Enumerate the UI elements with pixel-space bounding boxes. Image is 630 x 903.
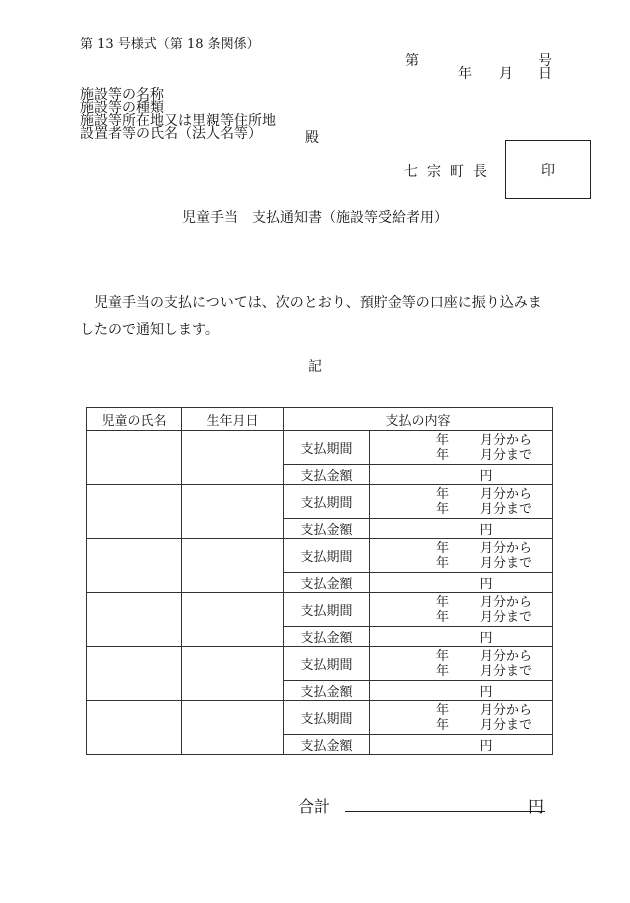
seal-box <box>505 140 591 199</box>
child-name-cell[interactable] <box>87 539 182 593</box>
amount-yen: 円 <box>479 739 493 754</box>
amount-yen: 円 <box>479 577 493 592</box>
from-month-label: 月分から <box>480 432 533 448</box>
until-month-label: 月分まで <box>480 555 533 571</box>
period-label: 支払期間 <box>284 647 370 681</box>
amount-label: 支払金額 <box>284 519 370 539</box>
total-label: 合計 <box>298 797 331 816</box>
birthdate-cell[interactable] <box>182 593 284 647</box>
until-year-label: 年 <box>436 609 450 625</box>
header-birthdate: 生年月日 <box>182 408 284 431</box>
total-yen: 円 <box>528 797 545 816</box>
child-name-cell[interactable] <box>87 647 182 701</box>
ki-heading: 記 <box>308 359 322 375</box>
from-year-label: 年 <box>436 486 450 502</box>
until-year-label: 年 <box>436 447 450 463</box>
table-row <box>87 431 553 465</box>
amount-label: 支払金額 <box>284 465 370 485</box>
amount-cell[interactable] <box>370 519 553 539</box>
from-month-label: 月分から <box>480 486 533 502</box>
amount-yen: 円 <box>479 631 493 646</box>
child-name-cell[interactable] <box>87 431 182 485</box>
period-label: 支払期間 <box>284 539 370 573</box>
period-label: 支払期間 <box>284 431 370 465</box>
document-title: 児童手当 支払通知書（施設等受給者用） <box>182 210 448 226</box>
header-child-name: 児童の氏名 <box>87 408 182 431</box>
from-month-label: 月分から <box>480 594 533 610</box>
amount-yen: 円 <box>479 685 493 700</box>
total-amount-line[interactable] <box>345 811 545 812</box>
period-cell[interactable] <box>370 539 553 573</box>
amount-label: 支払金額 <box>284 573 370 593</box>
birthdate-cell[interactable] <box>182 701 284 755</box>
until-month-label: 月分まで <box>480 609 533 625</box>
period-cell[interactable] <box>370 431 553 465</box>
doc-number-prefix: 第 <box>405 53 419 69</box>
period-cell[interactable] <box>370 701 553 735</box>
period-cell[interactable] <box>370 593 553 627</box>
from-month-label: 月分から <box>480 702 533 718</box>
period-cell[interactable] <box>370 485 553 519</box>
amount-yen: 円 <box>479 523 493 538</box>
date-day-label: 日 <box>538 66 552 82</box>
until-year-label: 年 <box>436 555 450 571</box>
period-cell[interactable] <box>370 647 553 681</box>
issuer-mayor: 七宗町長 <box>404 164 496 180</box>
child-name-cell[interactable] <box>87 593 182 647</box>
from-year-label: 年 <box>436 648 450 664</box>
birthdate-cell[interactable] <box>182 539 284 593</box>
from-month-label: 月分から <box>480 540 533 556</box>
amount-cell[interactable] <box>370 465 553 485</box>
until-month-label: 月分まで <box>480 717 533 733</box>
from-month-label: 月分から <box>480 648 533 664</box>
table-header-row <box>87 408 553 431</box>
until-month-label: 月分まで <box>480 501 533 517</box>
until-month-label: 月分まで <box>480 447 533 463</box>
birthdate-cell[interactable] <box>182 485 284 539</box>
date-year-label: 年 <box>458 66 472 82</box>
amount-cell[interactable] <box>370 573 553 593</box>
from-year-label: 年 <box>436 540 450 556</box>
amount-yen: 円 <box>479 469 493 484</box>
from-year-label: 年 <box>436 594 450 610</box>
amount-cell[interactable] <box>370 735 553 755</box>
form-number: 第 13 号様式（第 18 条関係） <box>80 37 260 52</box>
honorific: 殿 <box>305 130 319 146</box>
table-row <box>87 593 553 627</box>
table-row <box>87 539 553 573</box>
body-text: 児童手当の支払については、次のとおり、預貯金等の口座に振り込みましたので通知します。 <box>80 295 542 338</box>
payment-table <box>86 407 553 755</box>
facility-type-label: 施設等の種類 <box>80 100 164 116</box>
from-year-label: 年 <box>436 432 450 448</box>
operator-name-label: 設置者等の氏名（法人名等） <box>80 126 262 142</box>
amount-label: 支払金額 <box>284 681 370 701</box>
until-year-label: 年 <box>436 717 450 733</box>
until-year-label: 年 <box>436 663 450 679</box>
amount-cell[interactable] <box>370 627 553 647</box>
date-month-label: 月 <box>499 66 513 82</box>
facility-address-label: 施設等所在地又は里親等住所地 <box>80 113 276 129</box>
child-name-cell[interactable] <box>87 701 182 755</box>
amount-label: 支払金額 <box>284 627 370 647</box>
until-month-label: 月分まで <box>480 663 533 679</box>
table-row <box>87 485 553 519</box>
amount-cell[interactable] <box>370 681 553 701</box>
period-label: 支払期間 <box>284 485 370 519</box>
facility-name-label: 施設等の名称 <box>80 87 164 103</box>
amount-label: 支払金額 <box>284 735 370 755</box>
seal-label: 印 <box>541 162 555 179</box>
birthdate-cell[interactable] <box>182 431 284 485</box>
child-name-cell[interactable] <box>87 485 182 539</box>
table-row <box>87 647 553 681</box>
from-year-label: 年 <box>436 702 450 718</box>
until-year-label: 年 <box>436 501 450 517</box>
header-content: 支払の内容 <box>284 408 553 431</box>
period-label: 支払期間 <box>284 701 370 735</box>
table-row <box>87 701 553 735</box>
period-label: 支払期間 <box>284 593 370 627</box>
birthdate-cell[interactable] <box>182 647 284 701</box>
doc-number-suffix: 号 <box>538 53 552 69</box>
